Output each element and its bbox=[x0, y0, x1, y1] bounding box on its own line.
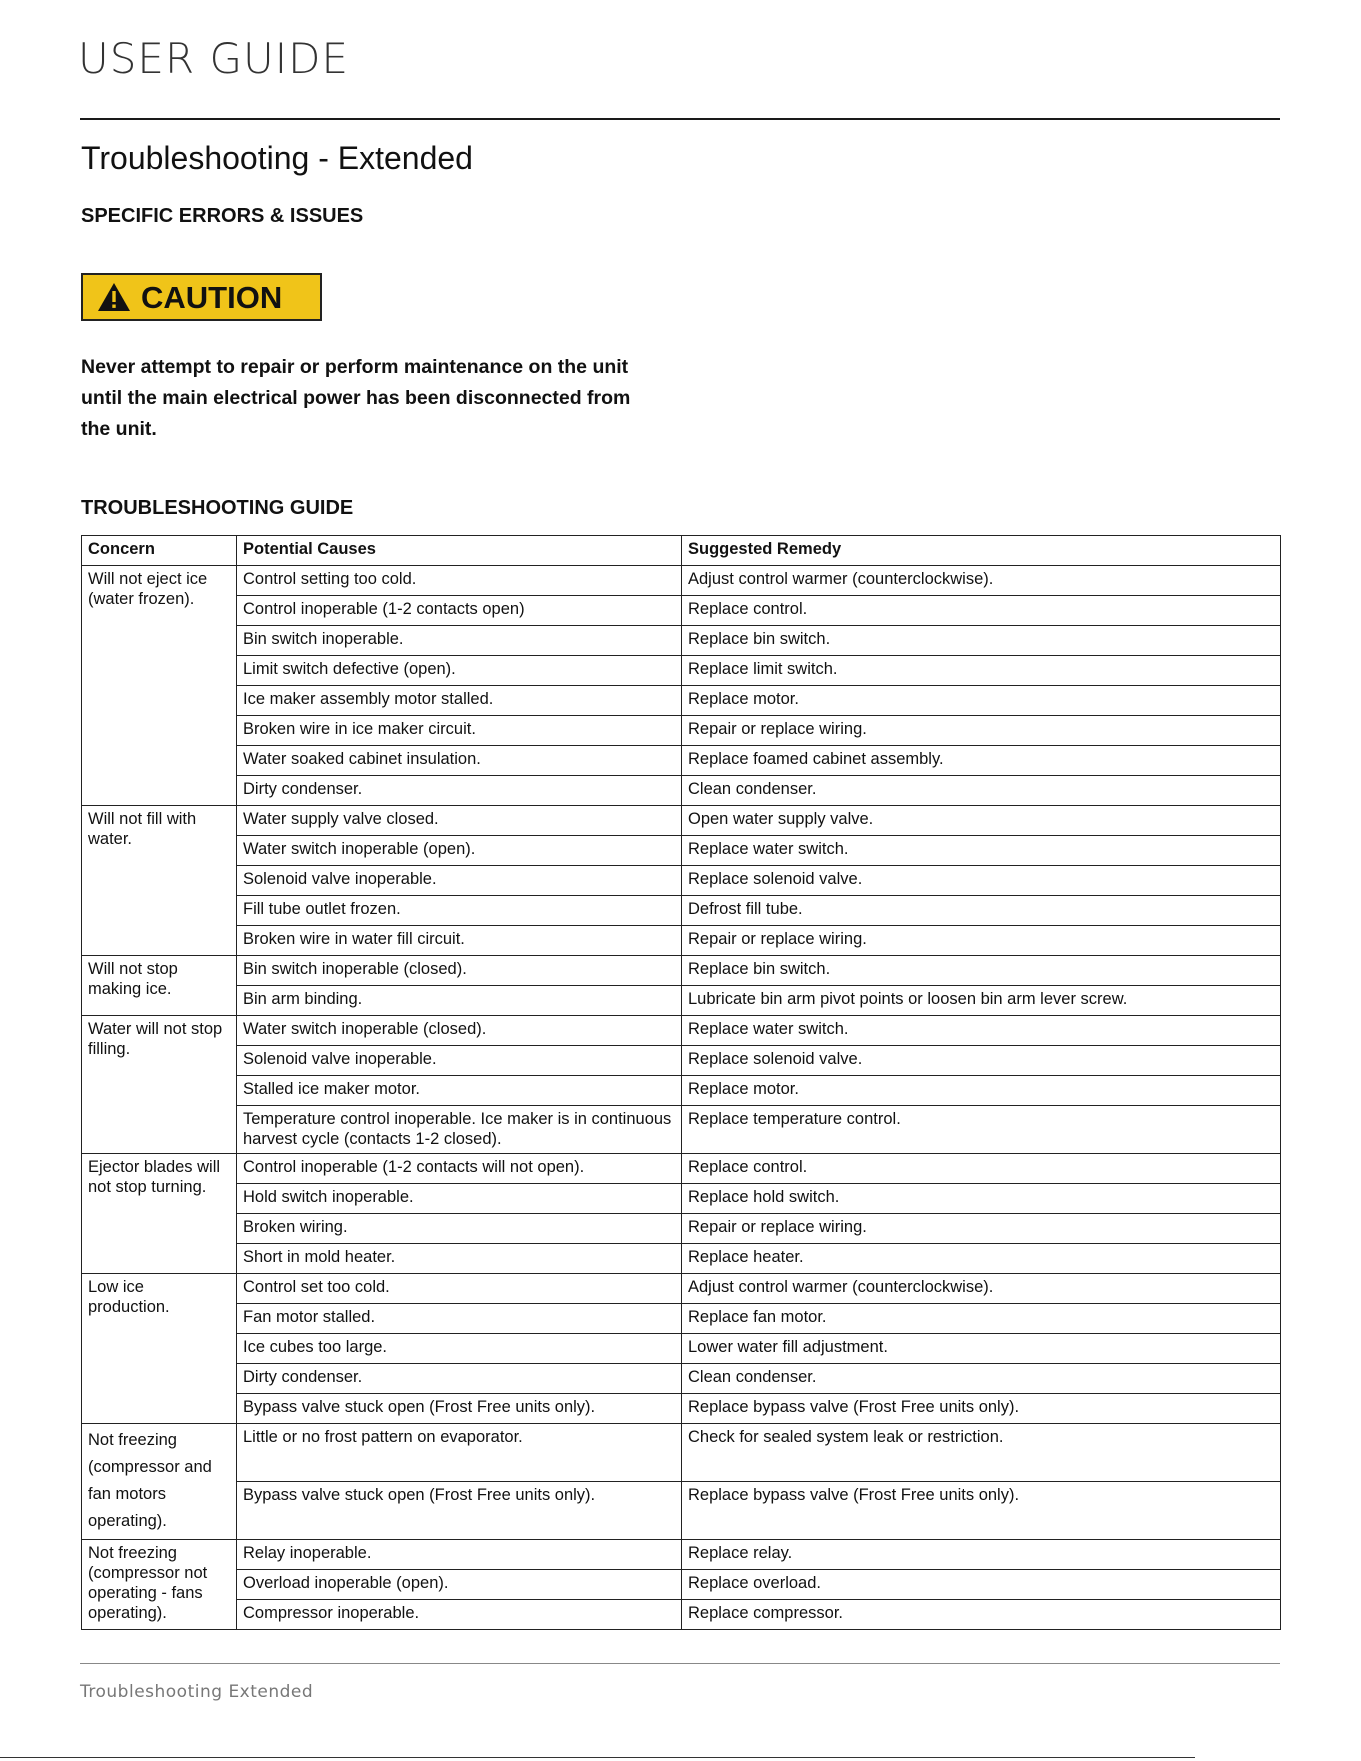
table-row bbox=[82, 626, 1281, 656]
remedy-cell: Replace hold switch. bbox=[682, 1184, 1281, 1214]
remedy-cell: Replace motor. bbox=[682, 686, 1281, 716]
table-row bbox=[82, 1274, 1281, 1304]
table-row bbox=[82, 716, 1281, 746]
remedy-cell: Replace bin switch. bbox=[682, 626, 1281, 656]
cause-cell: Hold switch inoperable. bbox=[237, 1184, 682, 1214]
troubleshooting-table bbox=[81, 535, 1281, 1630]
remedy-cell: Replace relay. bbox=[682, 1540, 1281, 1570]
footer-label: Troubleshooting Extended bbox=[80, 1682, 314, 1702]
table-row bbox=[82, 1482, 1281, 1540]
caution-banner bbox=[81, 273, 322, 321]
concern-cell: Will not stop making ice. bbox=[82, 956, 237, 1016]
remedy-cell: Replace limit switch. bbox=[682, 656, 1281, 686]
remedy-cell: Replace bypass valve (Frost Free units only). bbox=[682, 1394, 1281, 1424]
table-row bbox=[82, 1046, 1281, 1076]
remedy-cell: Defrost fill tube. bbox=[682, 896, 1281, 926]
header-divider bbox=[80, 118, 1280, 120]
page-title: Troubleshooting - Extended bbox=[81, 140, 473, 176]
table-row bbox=[82, 1016, 1281, 1046]
table-row bbox=[82, 566, 1281, 596]
concern-cell: Low ice production. bbox=[82, 1274, 237, 1424]
warning-text: Never attempt to repair or perform maintenance on the unit until the main electrical power has been disconnected from the unit. bbox=[81, 356, 631, 440]
table-row bbox=[82, 986, 1281, 1016]
table-row bbox=[82, 686, 1281, 716]
page-edge-line bbox=[0, 1757, 1195, 1758]
cause-cell: Water soaked cabinet insulation. bbox=[237, 746, 682, 776]
cause-cell: Ice maker assembly motor stalled. bbox=[237, 686, 682, 716]
concern-cell: Water will not stop filling. bbox=[82, 1016, 237, 1154]
table-row bbox=[82, 776, 1281, 806]
remedy-cell: Replace bin switch. bbox=[682, 956, 1281, 986]
table-row bbox=[82, 926, 1281, 956]
cause-cell: Dirty condenser. bbox=[237, 1364, 682, 1394]
remedy-cell: Repair or replace wiring. bbox=[682, 1214, 1281, 1244]
table-row bbox=[82, 1076, 1281, 1106]
concern-cell: Not freezing (compressor and fan motors operating). bbox=[82, 1424, 237, 1540]
remedy-cell: Lower water fill adjustment. bbox=[682, 1334, 1281, 1364]
cause-cell: Bypass valve stuck open (Frost Free units only). bbox=[237, 1394, 682, 1424]
cause-cell: Broken wiring. bbox=[237, 1214, 682, 1244]
column-header-concern: Concern bbox=[82, 536, 237, 566]
cause-cell: Bin arm binding. bbox=[237, 986, 682, 1016]
cause-cell: Water switch inoperable (closed). bbox=[237, 1016, 682, 1046]
remedy-cell: Replace water switch. bbox=[682, 1016, 1281, 1046]
guide-heading: TROUBLESHOOTING GUIDE bbox=[81, 497, 354, 519]
cause-cell: Fan motor stalled. bbox=[237, 1304, 682, 1334]
caution-label: CAUTION bbox=[141, 279, 283, 315]
section-heading: SPECIFIC ERRORS & ISSUES bbox=[81, 205, 364, 227]
table-row bbox=[82, 1184, 1281, 1214]
remedy-cell: Replace overload. bbox=[682, 1570, 1281, 1600]
table-row bbox=[82, 1304, 1281, 1334]
table-row bbox=[82, 896, 1281, 926]
remedy-cell: Repair or replace wiring. bbox=[682, 716, 1281, 746]
cause-cell: Dirty condenser. bbox=[237, 776, 682, 806]
table-row bbox=[82, 596, 1281, 626]
cause-cell: Broken wire in ice maker circuit. bbox=[237, 716, 682, 746]
remedy-cell: Replace control. bbox=[682, 1154, 1281, 1184]
table-row bbox=[82, 1154, 1281, 1184]
table-row bbox=[82, 1570, 1281, 1600]
table-row bbox=[82, 1244, 1281, 1274]
table-row bbox=[82, 656, 1281, 686]
remedy-cell: Replace fan motor. bbox=[682, 1304, 1281, 1334]
remedy-cell: Replace bypass valve (Frost Free units only). bbox=[682, 1482, 1281, 1540]
cause-cell: Bin switch inoperable. bbox=[237, 626, 682, 656]
cause-cell: Control inoperable (1-2 contacts will not open). bbox=[237, 1154, 682, 1184]
column-header-remedy: Suggested Remedy bbox=[682, 536, 1281, 566]
concern-cell: Will not eject ice (water frozen). bbox=[82, 566, 237, 806]
cause-cell: Solenoid valve inoperable. bbox=[237, 866, 682, 896]
table-row bbox=[82, 746, 1281, 776]
cause-cell: Bin switch inoperable (closed). bbox=[237, 956, 682, 986]
table-row bbox=[82, 1364, 1281, 1394]
remedy-cell: Adjust control warmer (counterclockwise). bbox=[682, 566, 1281, 596]
table-body bbox=[82, 566, 1281, 1630]
remedy-cell: Adjust control warmer (counterclockwise). bbox=[682, 1274, 1281, 1304]
cause-cell: Bypass valve stuck open (Frost Free units only). bbox=[237, 1482, 682, 1540]
cause-cell: Control setting too cold. bbox=[237, 566, 682, 596]
footer-divider bbox=[80, 1663, 1280, 1664]
remedy-cell: Clean condenser. bbox=[682, 776, 1281, 806]
remedy-cell: Replace water switch. bbox=[682, 836, 1281, 866]
table-row bbox=[82, 1394, 1281, 1424]
cause-cell: Solenoid valve inoperable. bbox=[237, 1046, 682, 1076]
table-row bbox=[82, 866, 1281, 896]
cause-cell: Overload inoperable (open). bbox=[237, 1570, 682, 1600]
remedy-cell: Replace heater. bbox=[682, 1244, 1281, 1274]
remedy-cell: Open water supply valve. bbox=[682, 806, 1281, 836]
cause-cell: Little or no frost pattern on evaporator. bbox=[237, 1424, 682, 1482]
table-row bbox=[82, 806, 1281, 836]
guide-title: USER GUIDE bbox=[78, 34, 350, 83]
remedy-cell: Replace motor. bbox=[682, 1076, 1281, 1106]
remedy-cell: Repair or replace wiring. bbox=[682, 926, 1281, 956]
remedy-cell: Replace solenoid valve. bbox=[682, 1046, 1281, 1076]
concern-cell: Will not fill with water. bbox=[82, 806, 237, 956]
cause-cell: Fill tube outlet frozen. bbox=[237, 896, 682, 926]
cause-cell: Stalled ice maker motor. bbox=[237, 1076, 682, 1106]
table-row bbox=[82, 956, 1281, 986]
table-row bbox=[82, 1600, 1281, 1630]
cause-cell: Control set too cold. bbox=[237, 1274, 682, 1304]
remedy-cell: Clean condenser. bbox=[682, 1364, 1281, 1394]
concern-cell: Ejector blades will not stop turning. bbox=[82, 1154, 237, 1274]
cause-cell: Water supply valve closed. bbox=[237, 806, 682, 836]
remedy-cell: Replace foamed cabinet assembly. bbox=[682, 746, 1281, 776]
cause-cell: Control inoperable (1-2 contacts open) bbox=[237, 596, 682, 626]
remedy-cell: Replace control. bbox=[682, 596, 1281, 626]
warning-triangle-icon bbox=[97, 282, 131, 312]
cause-cell: Short in mold heater. bbox=[237, 1244, 682, 1274]
table-row bbox=[82, 1106, 1281, 1154]
remedy-cell: Replace temperature control. bbox=[682, 1106, 1281, 1154]
table-row bbox=[82, 1214, 1281, 1244]
column-header-causes: Potential Causes bbox=[237, 536, 682, 566]
remedy-cell: Check for sealed system leak or restriction. bbox=[682, 1424, 1281, 1482]
table-row bbox=[82, 1424, 1281, 1482]
cause-cell: Compressor inoperable. bbox=[237, 1600, 682, 1630]
cause-cell: Temperature control inoperable. Ice maker is in continuous harvest cycle (contacts 1-2 closed). bbox=[237, 1106, 682, 1154]
table-header-row bbox=[82, 536, 1281, 566]
remedy-cell: Replace compressor. bbox=[682, 1600, 1281, 1630]
cause-cell: Broken wire in water fill circuit. bbox=[237, 926, 682, 956]
cause-cell: Ice cubes too large. bbox=[237, 1334, 682, 1364]
cause-cell: Limit switch defective (open). bbox=[237, 656, 682, 686]
cause-cell: Relay inoperable. bbox=[237, 1540, 682, 1570]
remedy-cell: Replace solenoid valve. bbox=[682, 866, 1281, 896]
table-row bbox=[82, 1334, 1281, 1364]
table-row bbox=[82, 836, 1281, 866]
remedy-cell: Lubricate bin arm pivot points or loosen bin arm lever screw. bbox=[682, 986, 1281, 1016]
cause-cell: Water switch inoperable (open). bbox=[237, 836, 682, 866]
concern-cell: Not freezing (compressor not operating - fans operating). bbox=[82, 1540, 237, 1630]
table-row bbox=[82, 1540, 1281, 1570]
